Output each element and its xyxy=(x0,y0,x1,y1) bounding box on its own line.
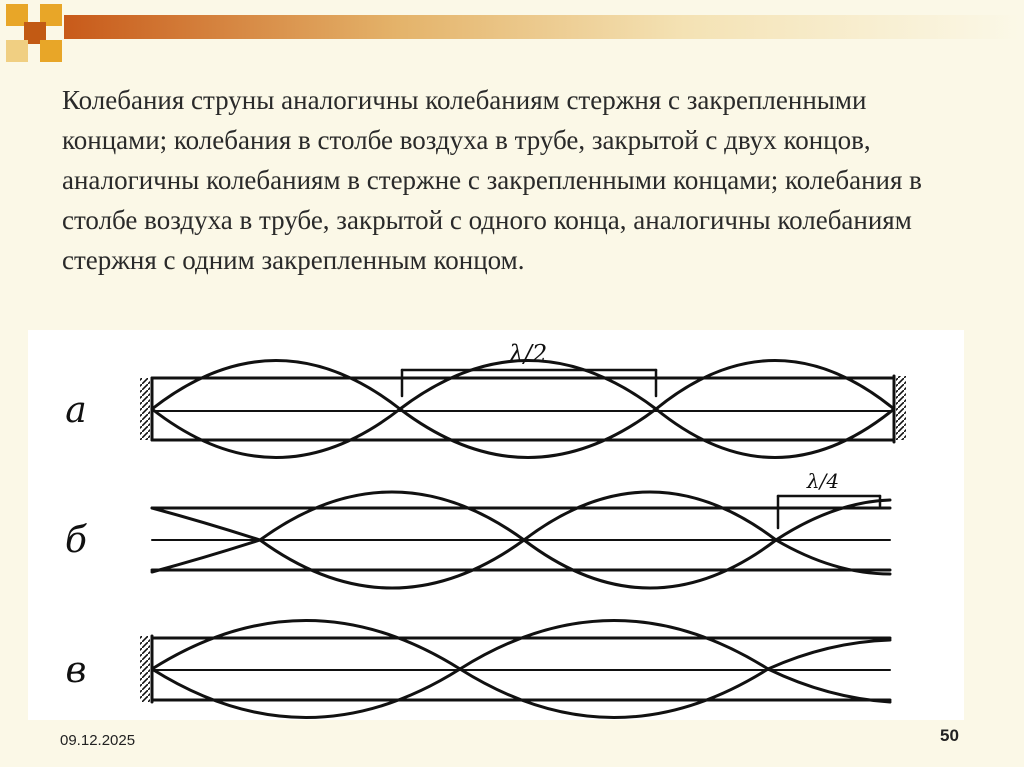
diagram-label-v: в xyxy=(65,650,87,691)
vibration-figure xyxy=(28,330,964,720)
decor-square-5 xyxy=(40,40,62,62)
slide-body-text: Колебания струны аналогичны колебаниям стержня с закрепленными концами; колебания в столбе воздуха в трубе, закрытой с двух концов, аналогичны колебаниям в стержне с закрепленными концами; колебания в столбе воздуха в трубе, закрытой с одного конца, аналогичны колебаниям стержня с одним закрепленным концом. xyxy=(62,85,922,275)
wall-left-v xyxy=(140,636,150,702)
diagram-b xyxy=(65,469,890,588)
diagram-label-b: б xyxy=(65,520,87,561)
decor-square-4 xyxy=(6,40,28,62)
wall-left-a xyxy=(140,378,150,440)
header-gradient-bar xyxy=(64,15,1019,39)
diagram-v xyxy=(66,621,890,718)
page-number: 50 xyxy=(940,726,959,745)
wall-right-a xyxy=(896,376,906,440)
footer-date: 09.12.2025 xyxy=(60,732,136,749)
vibration-diagrams xyxy=(28,330,964,720)
diagram-label-a: а xyxy=(65,390,87,431)
annotation-lambda-half: λ/2 xyxy=(508,340,548,368)
annotation-lambda-quarter: λ/4 xyxy=(806,469,840,493)
diagram-a xyxy=(65,340,906,458)
